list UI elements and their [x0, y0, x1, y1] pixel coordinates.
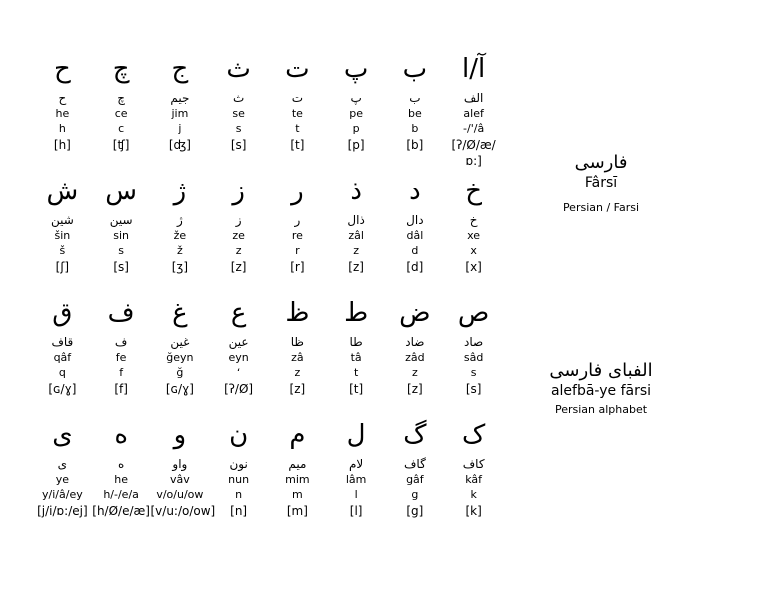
letter-latin: t	[295, 122, 300, 135]
persian-letter: م	[289, 420, 306, 450]
alphabet-native-name: الفبای فارسی	[549, 360, 653, 381]
letter-cell	[268, 418, 327, 540]
letter-cell	[327, 296, 386, 418]
letter-latin: ğ	[176, 366, 184, 379]
letter-ipa: [ɢ/ɣ]	[48, 382, 77, 396]
letter-name: ه	[117, 457, 125, 471]
letter-latin: j	[178, 122, 182, 135]
letter-transliteration: šin	[54, 229, 71, 242]
persian-letter: و	[173, 420, 187, 450]
letter-latin: z	[353, 244, 360, 257]
letter-ipa: [g]	[406, 504, 424, 518]
letter-ipa: [ɢ/ɣ]	[165, 382, 194, 396]
persian-letter: ش	[46, 176, 79, 206]
letter-latin: t	[353, 366, 359, 379]
persian-letter: ژ	[173, 176, 187, 206]
letter-transliteration: gâf	[406, 473, 424, 486]
alphabet-chart	[33, 52, 503, 540]
letter-ipa: [h/Ø/e/æ]	[92, 504, 150, 518]
persian-letter: ب	[402, 54, 428, 84]
persian-letter: ص	[457, 298, 490, 328]
letter-latin: y/i/â/ey	[42, 488, 83, 501]
letter-name: ت	[291, 91, 304, 105]
letter-name: کاف	[462, 457, 485, 471]
persian-letter: ن	[229, 420, 249, 450]
letter-cell	[151, 52, 210, 174]
letter-latin: q	[58, 366, 66, 379]
letter-cell	[150, 418, 216, 540]
letter-ipa: [ʒ]	[171, 260, 189, 274]
letter-cell	[444, 52, 503, 174]
letter-ipa: [k]	[465, 504, 482, 518]
persian-letter: ز	[232, 176, 245, 206]
letter-latin: c	[118, 122, 125, 135]
letter-ipa: [s]	[230, 138, 247, 152]
letter-transliteration: zâ	[291, 351, 304, 364]
letter-transliteration: be	[408, 107, 422, 120]
letter-ipa: [ʧ]	[112, 138, 130, 152]
letter-name: سین	[109, 213, 133, 227]
letter-ipa: [t]	[349, 382, 364, 396]
letter-latin: h	[58, 122, 66, 135]
letter-transliteration: te	[291, 107, 303, 120]
letter-latin: n	[235, 488, 243, 501]
letter-transliteration: mim	[285, 473, 310, 486]
letter-name: واو	[172, 457, 188, 471]
letter-cell	[33, 418, 92, 540]
persian-letter: ظ	[285, 298, 310, 328]
letter-latin: z	[235, 244, 242, 257]
letter-cell	[209, 418, 268, 540]
letter-ipa: [n]	[230, 504, 248, 518]
persian-letter: ف	[107, 298, 135, 328]
letter-cell	[209, 52, 268, 174]
alphabet-row	[33, 296, 503, 418]
persian-letter: ت	[285, 54, 310, 84]
letter-name: دال	[406, 213, 424, 227]
persian-letter: ح	[53, 54, 71, 84]
letter-ipa: [ʃ]	[55, 260, 70, 274]
letter-cell	[92, 296, 151, 418]
letter-cell	[327, 418, 386, 540]
letter-name: غین	[170, 335, 190, 349]
letter-cell	[444, 418, 503, 540]
persian-letter: پ	[343, 54, 369, 84]
letter-cell	[33, 296, 92, 418]
letter-ipa: [ʤ]	[168, 138, 191, 152]
letter-transliteration: ce	[114, 107, 128, 120]
letter-cell	[386, 174, 445, 296]
persian-letter: ج	[171, 54, 189, 84]
letter-ipa: [ʔ/Ø]	[224, 382, 254, 396]
letter-cell	[386, 52, 445, 174]
persian-letter: ث	[226, 54, 251, 84]
letter-cell	[92, 52, 151, 174]
persian-letter: ی	[52, 420, 73, 450]
letter-name: پ	[350, 91, 362, 105]
letter-name: الف	[463, 91, 484, 105]
letter-latin: b	[411, 122, 419, 135]
letter-latin: ʻ	[236, 366, 241, 379]
letter-ipa: [s]	[465, 382, 482, 396]
language-english-name: Persian / Farsi	[562, 201, 640, 214]
letter-transliteration: kâf	[465, 473, 483, 486]
letter-transliteration: he	[55, 107, 70, 120]
letter-ipa: [m]	[286, 504, 308, 518]
letter-cell	[209, 296, 268, 418]
letter-transliteration: pe	[349, 107, 363, 120]
letter-transliteration: ye	[55, 473, 70, 486]
letter-transliteration: ze	[232, 229, 245, 242]
letter-name: قاف	[51, 335, 74, 349]
language-native-name: فارسی	[574, 152, 628, 173]
letter-ipa: [z]	[348, 260, 364, 274]
letter-transliteration: xe	[467, 229, 481, 242]
letter-cell	[151, 296, 210, 418]
letter-latin: -/'/â	[463, 122, 485, 135]
letter-name: ث	[232, 91, 245, 105]
letter-transliteration: fe	[115, 351, 127, 364]
letter-name: ب	[409, 91, 421, 105]
letter-name: ژ	[176, 213, 183, 227]
persian-letter: د	[409, 176, 421, 206]
persian-letter: ع	[230, 298, 247, 328]
letter-latin: k	[470, 488, 477, 501]
letter-cell	[209, 174, 268, 296]
letter-transliteration: se	[232, 107, 245, 120]
letter-transliteration: že	[173, 229, 187, 242]
persian-letter: آ/ا	[462, 54, 486, 84]
letter-latin: v/o/u/ow	[156, 488, 204, 501]
letter-transliteration: zâl	[348, 229, 364, 242]
letter-name: خ	[469, 213, 478, 227]
letter-ipa: [t]	[290, 138, 305, 152]
letter-name: جیم	[170, 91, 190, 105]
letter-ipa: [j/i/ɒ:/ej]	[37, 504, 88, 518]
letter-name: لام	[348, 457, 364, 471]
letter-transliteration: eyn	[228, 351, 249, 364]
letter-name: ز	[235, 213, 242, 227]
letter-ipa: [ʔ/Ø/æ/ɒ:]	[451, 138, 496, 168]
letter-latin: s	[235, 122, 242, 135]
alphabet-name-block	[521, 360, 681, 417]
letter-cell	[33, 52, 92, 174]
persian-letter: گ	[403, 420, 427, 450]
persian-letter: ض	[399, 298, 431, 328]
letter-transliteration: re	[291, 229, 303, 242]
letter-cell	[268, 52, 327, 174]
letter-latin: f	[119, 366, 124, 379]
letter-transliteration: ğeyn	[166, 351, 194, 364]
letter-name: شین	[50, 213, 74, 227]
letter-name: گاف	[403, 457, 426, 471]
letter-transliteration: he	[114, 473, 128, 486]
alphabet-row	[33, 52, 503, 174]
letter-ipa: [f]	[114, 382, 128, 396]
letter-ipa: [r]	[290, 260, 305, 274]
letter-transliteration: sin	[113, 229, 129, 242]
persian-letter: ل	[346, 420, 366, 450]
letter-transliteration: sâd	[463, 351, 484, 364]
persian-letter: ه	[114, 420, 128, 450]
letter-cell	[386, 296, 445, 418]
letter-latin: d	[411, 244, 419, 257]
letter-cell	[92, 174, 151, 296]
letter-ipa: [v/u:/o/ow]	[150, 504, 216, 518]
letter-latin: r	[295, 244, 300, 257]
language-name-block	[521, 152, 681, 215]
persian-letter: چ	[112, 54, 130, 84]
letter-ipa: [l]	[349, 504, 363, 518]
letter-cell	[327, 174, 386, 296]
letter-latin: š	[59, 244, 66, 257]
letter-name: صاد	[464, 335, 484, 349]
letter-cell	[33, 174, 92, 296]
letter-ipa: [h]	[53, 138, 71, 152]
alphabet-latin-name: alefbā-ye fārsi	[550, 383, 652, 399]
letter-transliteration: nun	[228, 473, 250, 486]
letter-latin: z	[411, 366, 418, 379]
letter-ipa: [z]	[289, 382, 306, 396]
letter-transliteration: qâf	[53, 351, 72, 364]
persian-letter: ط	[344, 298, 369, 328]
letter-cell	[386, 418, 445, 540]
letter-cell	[92, 418, 151, 540]
persian-letter: س	[105, 176, 137, 206]
letter-name: طا	[349, 335, 363, 349]
letter-name: ظا	[290, 335, 304, 349]
persian-letter: ذ	[350, 176, 362, 206]
letter-ipa: [s]	[113, 260, 129, 274]
letter-latin: g	[411, 488, 419, 501]
letter-latin: m	[292, 488, 303, 501]
letter-transliteration: alef	[463, 107, 484, 120]
persian-letter: خ	[465, 176, 483, 206]
letter-ipa: [b]	[406, 138, 424, 152]
letter-name: ح	[58, 91, 67, 105]
letter-name: نون	[229, 457, 248, 471]
language-latin-name: Fârsī	[584, 175, 618, 191]
persian-letter: ق	[52, 298, 73, 328]
letter-ipa: [x]	[465, 260, 482, 274]
letter-name: ر	[294, 213, 301, 227]
alphabet-english-name: Persian alphabet	[554, 403, 648, 416]
letter-transliteration: zâd	[405, 351, 425, 364]
persian-letter: غ	[172, 298, 188, 328]
letter-latin: s	[118, 244, 124, 257]
letter-cell	[268, 174, 327, 296]
letter-transliteration: vâv	[169, 473, 190, 486]
letter-latin: ž	[176, 244, 183, 257]
letter-latin: z	[294, 366, 301, 379]
letter-latin: h/-/e/a	[103, 488, 139, 501]
letter-name: ف	[114, 335, 128, 349]
letter-cell	[268, 296, 327, 418]
letter-cell	[444, 174, 503, 296]
letter-ipa: [z]	[230, 260, 247, 274]
letter-name: میم	[288, 457, 307, 471]
letter-latin: l	[354, 488, 358, 501]
letter-name: ی	[57, 457, 68, 471]
letter-latin: x	[470, 244, 477, 257]
letter-cell	[151, 174, 210, 296]
letter-name: چ	[117, 91, 125, 105]
alphabet-row	[33, 418, 503, 540]
letter-transliteration: tâ	[350, 351, 362, 364]
letter-latin: s	[470, 366, 477, 379]
letter-cell	[444, 296, 503, 418]
persian-letter: ر	[291, 176, 304, 206]
letter-ipa: [z]	[407, 382, 423, 396]
letter-transliteration: jim	[171, 107, 189, 120]
letter-transliteration: lâm	[345, 473, 367, 486]
letter-transliteration: dâl	[406, 229, 424, 242]
letter-name: ذال	[347, 213, 365, 227]
letter-latin: p	[352, 122, 360, 135]
letter-cell	[327, 52, 386, 174]
alphabet-row	[33, 174, 503, 296]
letter-name: ضاد	[405, 335, 425, 349]
letter-name: عین	[228, 335, 249, 349]
letter-ipa: [d]	[406, 260, 424, 274]
persian-letter: ک	[461, 420, 486, 450]
letter-ipa: [p]	[347, 138, 365, 152]
